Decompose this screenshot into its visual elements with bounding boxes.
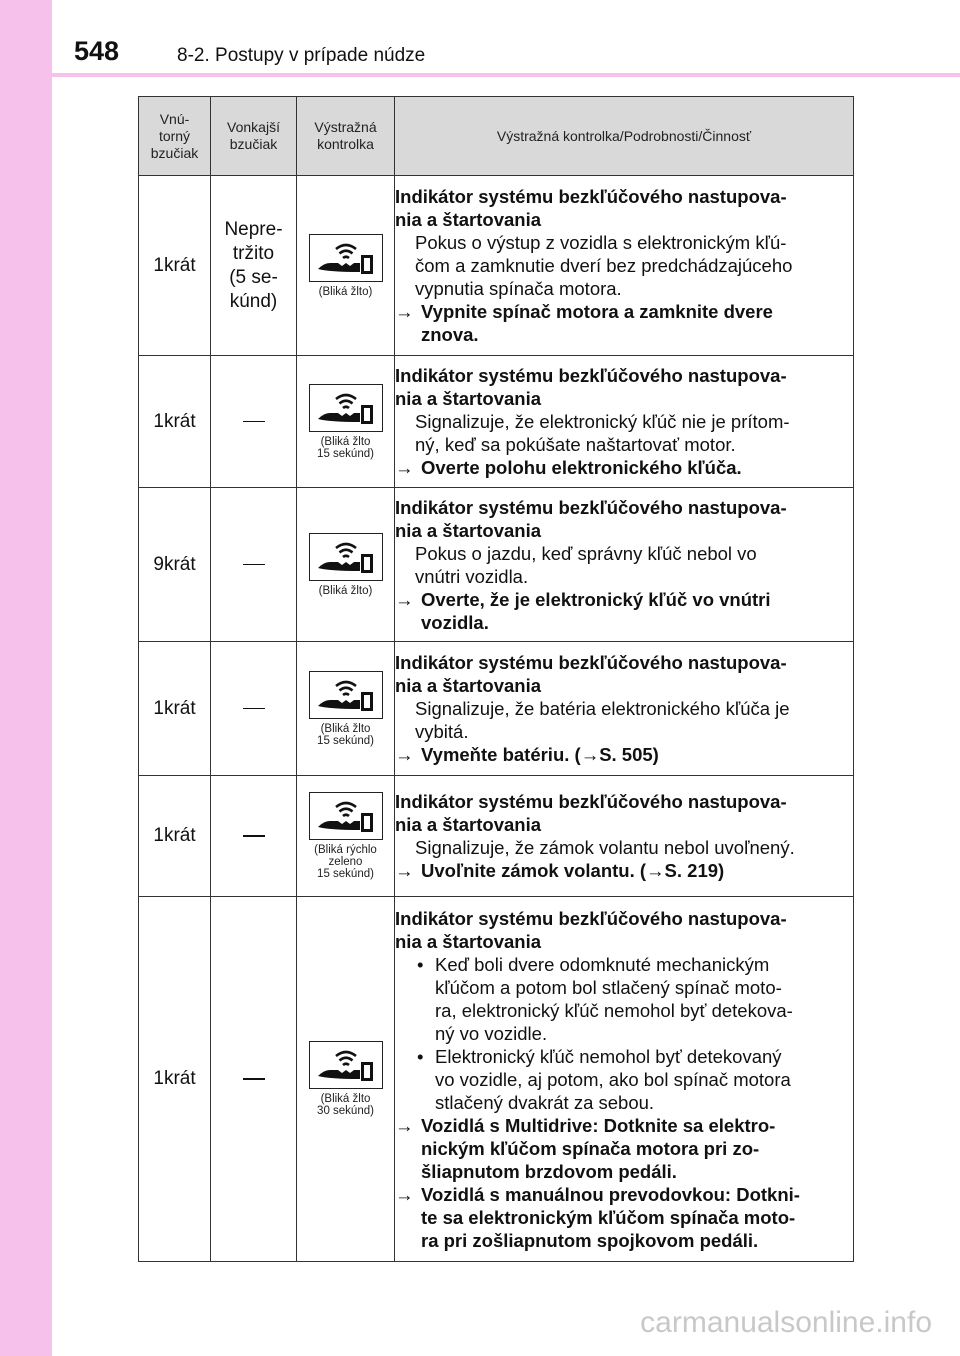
detail-title: Indikátor systému bezkľúčového nastupova- nia a štartovania	[395, 186, 787, 230]
arrow-icon: →	[395, 744, 414, 765]
bullet-text: Keď boli dvere odomknuté mechanickým kľúčom a potom bol stlačený spínač moto- ra, elektronický kľúč nemohol byť detekova- ný vo vozidle.	[435, 953, 793, 1044]
internal-buzzer-cell: 1krát	[139, 176, 211, 356]
external-buzzer-cell	[211, 488, 297, 642]
smart-key-icon	[316, 391, 376, 425]
detail-title: Indikátor systému bezkľúčového nastupova- nia a štartovania	[395, 365, 787, 409]
watermark: carmanualsonline.info	[640, 1306, 932, 1339]
external-buzzer-cell	[211, 776, 297, 897]
lamp-caption: (Bliká žlto 15 sekúnd)	[317, 722, 374, 747]
dash-mark	[243, 1078, 265, 1080]
lamp-caption: (Bliká žlto)	[318, 285, 373, 298]
details-cell	[395, 776, 854, 897]
external-buzzer-cell	[211, 176, 297, 356]
warning-light-box	[309, 1041, 383, 1089]
bullet-text: Elektronický kľúč nemohol byť detekovaný vo vozidle, aj potom, ako bol spínač motora stlačený dvakrát za sebou.	[435, 1045, 791, 1113]
action-line	[395, 300, 853, 346]
action-text: Overte, že je elektronický kľúč vo vnútri vozidla.	[421, 588, 771, 633]
page-number: 548	[74, 36, 120, 66]
external-buzzer-cell	[211, 356, 297, 488]
internal-buzzer-cell: 1krát	[139, 776, 211, 897]
details-cell	[395, 356, 854, 488]
warning-light-box	[309, 384, 383, 432]
lamp-caption: (Bliká žlto 15 sekúnd)	[317, 435, 374, 460]
arrow-icon: →	[395, 860, 414, 881]
table-row	[139, 488, 854, 642]
lamp-caption: (Bliká žlto)	[318, 584, 373, 597]
detail-title: Indikátor systému bezkľúčového nastupova- nia a štartovania	[395, 791, 787, 835]
dash-mark	[243, 708, 265, 710]
external-buzzer-text: Nepre- tržito (5 se- kúnd)	[224, 218, 283, 312]
detail-text: Pokus o jazdu, keď správny kľúč nebol vo vnútri vozidla.	[415, 542, 757, 587]
header-details: Výstražná kontrolka/Podrobnosti/Činnosť	[395, 97, 854, 176]
section-title: 8-2. Postupy v prípade núdze	[177, 45, 426, 66]
detail-title: Indikátor systému bezkľúčového nastupova- nia a štartovania	[395, 652, 787, 696]
table-header-row	[139, 97, 854, 176]
dash-mark	[243, 421, 265, 423]
detail-bullet	[395, 953, 853, 1045]
detail-text: Pokus o výstup z vozidla s elektronickým kľú- čom a zamknutie dverí bez predchádzajúceho vypnutia spínača motora.	[415, 232, 793, 299]
external-buzzer-cell	[211, 897, 297, 1262]
action-text: Vymeňte batériu. (→S. 505)	[421, 744, 659, 765]
internal-buzzer-cell: 1krát	[139, 642, 211, 776]
smart-key-icon	[316, 241, 376, 275]
header-external-buzzer: Vonkajší bzučiak	[211, 97, 297, 176]
header-warning-light: Výstražná kontrolka	[297, 97, 395, 176]
action-text: Vozidlá s manuálnou prevodovkou: Dotkni- te sa elektronickým kľúčom spínača moto- ra pri zošliapnutom spojkovom pedáli.	[421, 1183, 800, 1251]
internal-buzzer-cell: 1krát	[139, 897, 211, 1262]
detail-bullet	[395, 1045, 853, 1114]
action-text: Overte polohu elektronického kľúča.	[421, 457, 742, 478]
side-band	[0, 0, 52, 1356]
warning-light-cell	[297, 897, 395, 1262]
action-line	[395, 1114, 853, 1183]
table-row	[139, 897, 854, 1262]
action-line	[395, 456, 853, 479]
dash-mark	[243, 564, 265, 566]
lamp-caption: (Bliká rýchlo zeleno 15 sekúnd)	[314, 844, 377, 880]
arrow-icon: →	[395, 588, 414, 610]
table-row	[139, 642, 854, 776]
arrow-icon: →	[395, 1114, 414, 1136]
header-rule	[0, 73, 960, 77]
warning-light-box	[309, 792, 383, 840]
detail-text: Signalizuje, že elektronický kľúč nie je prítom- ný, keď sa pokúšate naštartovať motor.	[415, 411, 790, 455]
internal-buzzer-cell: 9krát	[139, 488, 211, 642]
action-line	[395, 1183, 853, 1252]
smart-key-icon	[316, 678, 376, 712]
warning-light-cell	[297, 776, 395, 897]
action-line	[395, 743, 853, 766]
dash-mark	[243, 835, 265, 837]
warning-light-cell	[297, 356, 395, 488]
warning-light-box	[309, 533, 383, 581]
action-line	[395, 588, 853, 634]
detail-title: Indikátor systému bezkľúčového nastupova- nia a štartovania	[395, 496, 787, 541]
header-internal-buzzer: Vnú- torný bzučiak	[139, 97, 211, 176]
bullet-dot: •	[417, 953, 424, 975]
action-line	[395, 859, 853, 882]
warning-light-cell	[297, 488, 395, 642]
details-cell	[395, 897, 854, 1262]
internal-buzzer-cell: 1krát	[139, 356, 211, 488]
table-row	[139, 356, 854, 488]
smart-key-icon	[316, 1048, 376, 1082]
arrow-icon: →	[395, 301, 414, 322]
arrow-icon: →	[395, 457, 414, 478]
warning-light-cell	[297, 176, 395, 356]
lamp-caption: (Bliká žlto 30 sekúnd)	[317, 1093, 374, 1117]
details-cell	[395, 642, 854, 776]
external-buzzer-cell	[211, 642, 297, 776]
bullet-dot: •	[417, 1045, 424, 1067]
action-text: Vozidlá s Multidrive: Dotknite sa elektro- nickým kľúčom spínača motora pri zo- šliapnutom brzdovom pedáli.	[421, 1114, 776, 1182]
details-cell	[395, 488, 854, 642]
warning-light-box	[309, 671, 383, 719]
detail-text: Signalizuje, že zámok volantu nebol uvoľnený.	[415, 837, 795, 858]
detail-title: Indikátor systému bezkľúčového nastupova- nia a štartovania	[395, 907, 787, 952]
action-text: Vypnite spínač motora a zamknite dvere znova.	[421, 301, 773, 345]
detail-text: Signalizuje, že batéria elektronického kľúča je vybitá.	[415, 698, 790, 742]
warning-light-box	[309, 234, 383, 282]
table-row	[139, 776, 854, 897]
smart-key-icon	[316, 799, 376, 833]
warning-light-cell	[297, 642, 395, 776]
warning-table	[138, 96, 854, 1262]
smart-key-icon	[316, 540, 376, 574]
action-text: Uvoľnite zámok volantu. (→S. 219)	[421, 860, 725, 881]
table-row	[139, 176, 854, 356]
arrow-icon: →	[395, 1183, 414, 1205]
details-cell	[395, 176, 854, 356]
